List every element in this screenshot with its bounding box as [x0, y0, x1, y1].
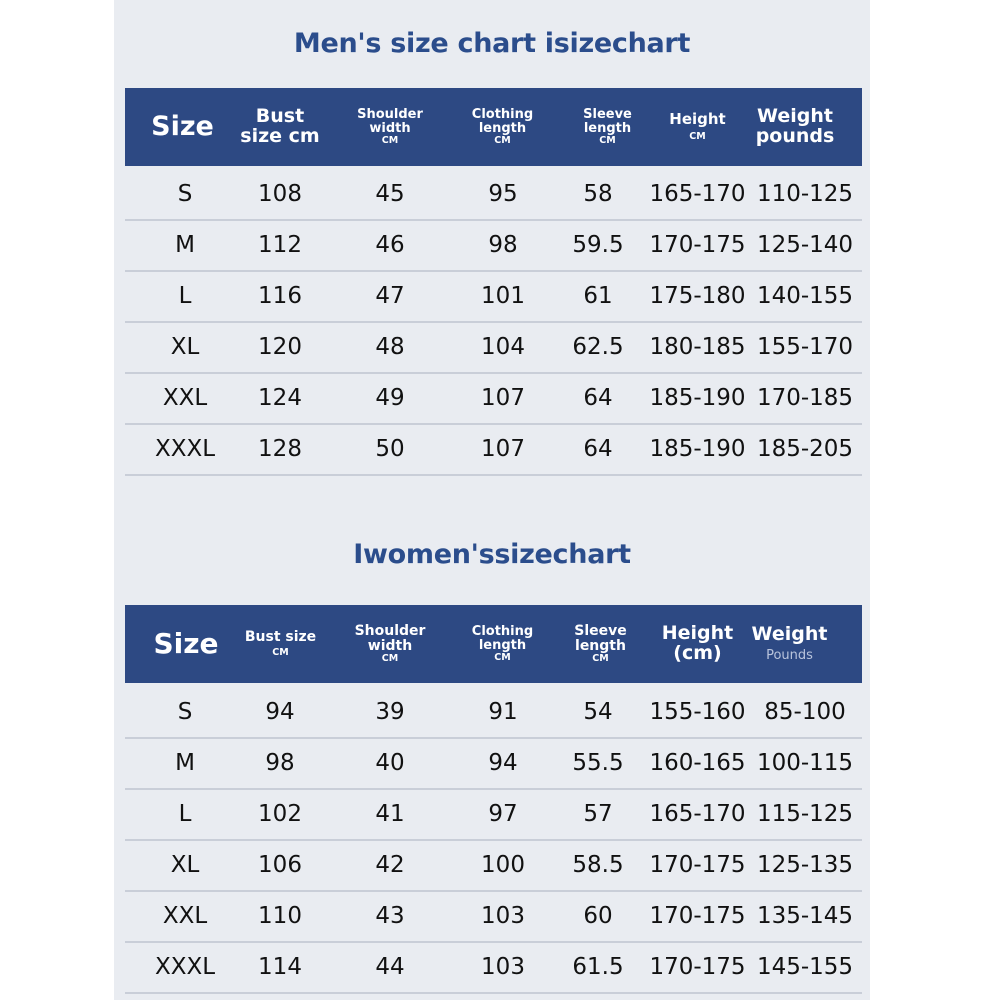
height-cell: 170-175 — [649, 954, 746, 980]
size-cell: L — [178, 283, 192, 309]
men-table-header — [125, 88, 862, 166]
shoulder-cell: 45 — [375, 181, 405, 207]
height-cell: 155-160 — [649, 699, 746, 725]
women-header-bust — [228, 605, 333, 683]
women-header-clothing — [450, 605, 555, 683]
weight-cell: 85-100 — [764, 699, 846, 725]
sleeve-length-cell: 61 — [583, 283, 613, 309]
sleeve-length-cell: 59.5 — [572, 232, 624, 258]
men-header-height — [645, 88, 750, 166]
sleeve-length-cell: 64 — [583, 436, 613, 462]
height-cell: 170-175 — [649, 232, 746, 258]
women-header-weight — [737, 605, 842, 683]
men-header-size-label: Size — [151, 110, 214, 142]
women-table-row — [125, 688, 862, 739]
women-header-weight-line1: Weight — [751, 623, 828, 646]
women-table-row — [125, 739, 862, 790]
size-cell: L — [178, 801, 192, 827]
height-cell: 170-175 — [649, 852, 746, 878]
shoulder-cell: 46 — [375, 232, 405, 258]
men-header-bust — [230, 88, 330, 166]
clothing-length-cell: 97 — [488, 801, 518, 827]
men-header-bust-line1: Bust — [255, 105, 305, 128]
weight-cell: 155-170 — [756, 334, 854, 360]
shoulder-cell: 50 — [375, 436, 405, 462]
shoulder-cell: 43 — [375, 903, 405, 929]
clothing-length-cell: 107 — [481, 385, 525, 411]
size-cell: XXL — [162, 903, 208, 929]
sleeve-length-cell: 54 — [583, 699, 613, 725]
clothing-length-cell: 103 — [481, 903, 525, 929]
size-cell: XXXL — [154, 954, 216, 980]
men-header-shoulder-unit: CM — [381, 134, 399, 146]
men-table-row — [125, 170, 862, 221]
clothing-length-cell: 94 — [488, 750, 518, 776]
women-table-row — [125, 943, 862, 994]
size-cell: XL — [170, 852, 200, 878]
height-cell: 180-185 — [649, 334, 746, 360]
height-cell: 160-165 — [649, 750, 746, 776]
sleeve-length-cell: 62.5 — [572, 334, 624, 360]
size-cell: S — [177, 181, 193, 207]
shoulder-cell: 48 — [375, 334, 405, 360]
women-header-bust-unit: CM — [272, 647, 289, 659]
height-cell: 165-170 — [649, 181, 746, 207]
women-header-size-label: Size — [153, 627, 219, 661]
men-header-clothing-unit: CM — [494, 134, 511, 146]
weight-cell: 115-125 — [756, 801, 854, 827]
men-header-clothing — [450, 88, 555, 166]
men-header-height-unit: CM — [689, 130, 706, 142]
men-header-sleeve-line1: Sleeve — [583, 107, 632, 123]
women-header-weight-unit: Pounds — [766, 648, 813, 664]
weight-cell: 145-155 — [756, 954, 854, 980]
sleeve-length-cell: 58.5 — [572, 852, 624, 878]
women-table-row — [125, 841, 862, 892]
men-header-size — [125, 88, 240, 166]
bust-cell: 98 — [265, 750, 295, 776]
women-header-height-line1: Height — [661, 622, 734, 645]
shoulder-cell: 47 — [375, 283, 405, 309]
women-table-row — [125, 790, 862, 841]
size-cell: XXL — [162, 385, 208, 411]
height-cell: 170-175 — [649, 903, 746, 929]
weight-cell: 110-125 — [756, 181, 854, 207]
women-header-height — [645, 605, 750, 683]
clothing-length-cell: 107 — [481, 436, 525, 462]
clothing-length-cell: 103 — [481, 954, 525, 980]
weight-cell: 185-205 — [756, 436, 854, 462]
men-header-sleeve-unit: CM — [599, 134, 616, 146]
shoulder-cell: 39 — [375, 699, 405, 725]
size-cell: XXXL — [154, 436, 216, 462]
height-cell: 175-180 — [649, 283, 746, 309]
clothing-length-cell: 101 — [481, 283, 525, 309]
bust-cell: 106 — [258, 852, 302, 878]
bust-cell: 124 — [258, 385, 302, 411]
shoulder-cell: 40 — [375, 750, 405, 776]
women-header-sleeve-unit: CM — [592, 652, 609, 664]
shoulder-cell: 41 — [375, 801, 405, 827]
women-header-shoulder-line2: width — [367, 638, 413, 655]
sleeve-length-cell: 58 — [583, 181, 613, 207]
bust-cell: 128 — [258, 436, 302, 462]
men-header-clothing-line1: Clothing — [471, 107, 534, 123]
clothing-length-cell: 100 — [481, 852, 525, 878]
women-header-sleeve — [548, 605, 653, 683]
women-header-bust-line1: Bust size — [244, 628, 317, 645]
bust-cell: 114 — [258, 954, 302, 980]
men-size-chart-title: Men's size chart isizechart — [293, 28, 691, 59]
men-table-row — [125, 425, 862, 476]
sleeve-length-cell: 64 — [583, 385, 613, 411]
men-table-row — [125, 272, 862, 323]
shoulder-cell: 42 — [375, 852, 405, 878]
men-table-row — [125, 374, 862, 425]
men-header-clothing-line2: length — [478, 121, 527, 137]
size-cell: XL — [170, 334, 200, 360]
bust-cell: 108 — [258, 181, 302, 207]
women-header-height-line2: (cm) — [673, 642, 722, 664]
women-size-chart-title: Iwomen'ssizechart — [353, 539, 631, 570]
bust-cell: 116 — [258, 283, 302, 309]
men-header-weight — [745, 88, 845, 166]
weight-cell: 170-185 — [756, 385, 854, 411]
men-header-weight-line1: Weight — [757, 105, 833, 128]
women-header-clothing-unit: CM — [494, 651, 511, 663]
height-cell: 185-190 — [649, 436, 746, 462]
bust-cell: 120 — [258, 334, 302, 360]
women-header-sleeve-line2: length — [575, 638, 626, 655]
men-header-shoulder-line2: width — [369, 121, 411, 137]
men-header-shoulder — [340, 88, 440, 166]
clothing-length-cell: 98 — [488, 232, 518, 258]
size-cell: S — [177, 699, 193, 725]
bust-cell: 112 — [258, 232, 302, 258]
size-cell: M — [175, 750, 195, 776]
weight-cell: 135-145 — [756, 903, 854, 929]
men-table-row — [125, 221, 862, 272]
sleeve-length-cell: 60 — [583, 903, 613, 929]
women-header-shoulder-line1: Shoulder — [354, 623, 426, 640]
weight-cell: 125-135 — [756, 852, 854, 878]
men-header-bust-line2: size cm — [240, 125, 320, 147]
women-table-row — [125, 892, 862, 943]
bust-cell: 102 — [258, 801, 302, 827]
height-cell: 165-170 — [649, 801, 746, 827]
men-header-height-line1: Height — [669, 110, 726, 129]
sleeve-length-cell: 57 — [583, 801, 613, 827]
men-header-weight-line2: pounds — [755, 125, 835, 147]
size-cell: M — [175, 232, 195, 258]
men-header-shoulder-line1: Shoulder — [357, 107, 423, 123]
women-header-clothing-line1: Clothing — [471, 624, 534, 640]
shoulder-cell: 49 — [375, 385, 405, 411]
weight-cell: 140-155 — [756, 283, 854, 309]
women-header-shoulder-unit: CM — [381, 652, 399, 664]
women-header-shoulder — [340, 605, 440, 683]
women-header-clothing-line2: length — [478, 638, 527, 654]
men-table-row — [125, 323, 862, 374]
clothing-length-cell: 104 — [481, 334, 525, 360]
men-header-sleeve-line2: length — [583, 121, 632, 137]
women-header-sleeve-line1: Sleeve — [574, 623, 627, 640]
bust-cell: 94 — [265, 699, 295, 725]
clothing-length-cell: 91 — [488, 699, 518, 725]
sleeve-length-cell: 61.5 — [572, 954, 624, 980]
height-cell: 185-190 — [649, 385, 746, 411]
clothing-length-cell: 95 — [488, 181, 518, 207]
weight-cell: 100-115 — [756, 750, 854, 776]
bust-cell: 110 — [258, 903, 302, 929]
women-table-header — [125, 605, 862, 683]
shoulder-cell: 44 — [375, 954, 405, 980]
weight-cell: 125-140 — [756, 232, 854, 258]
sleeve-length-cell: 55.5 — [572, 750, 624, 776]
